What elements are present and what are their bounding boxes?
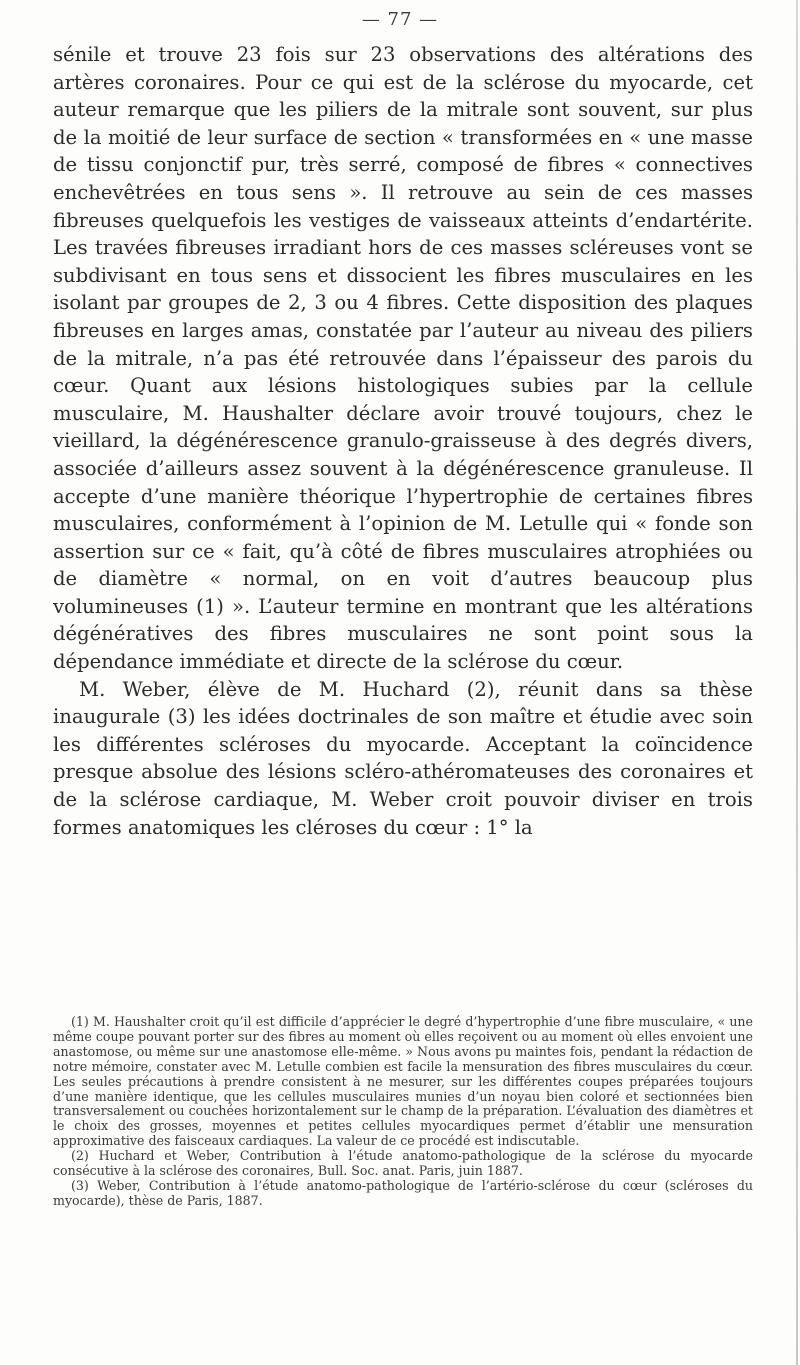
page-number: — 77 — <box>361 9 439 30</box>
footnotes <box>53 1015 753 1209</box>
body-text <box>53 41 753 841</box>
footnote-3: (3) Weber, Contribution à l’étude anatomo-pathologique de l’artério-sclérose du cœur (scléroses du myocarde), thèse de Paris, 1887. <box>53 1177 753 1208</box>
footnote-1: (1) M. Haushalter croit qu’il est difficile d’apprécier le degré d’hypertrophie d’une fibre musculaire, « une même coupe pouvant porter sur des fibres au moment où elles reçoivent ou au moment où elles envoient une anastomose, ou même sur une anastomose elle-même. » Nous avons pu maintes fois, pendant la rédaction de notre mémoire, constater avec M. Letulle combien est facile la mensuration des fibres musculaires du cœur. Les seules précautions à prendre consistent à ne mesurer, sur les différentes coupes préparées toujours d’une manière identique, que les cellules musculaires munies d’un noyau bien coloré et sectionnées bien transversalement ou couchées horizontalement sur le champ de la préparation. L’évaluation des diamètres et le choix des grosses, moyennes et petites cellules myocardiques permet d’établir une mensuration approximative des faisceaux cardiaques. La valeur de ce procédé est indiscutable. <box>53 1014 753 1149</box>
body-paragraph-1: sénile et trouve 23 fois sur 23 observations des altérations des artères coronaires. Pour ce qui est de la sclérose du myocarde, cet auteur remarque que les piliers de la mitrale sont souvent, sur plus de la moitié de leur surface de section « transformées en « une masse de tissu conjonctif pur, très serré, composé de fibres « connectives enchevêtrées en tous sens ». Il retrouve au sein de ces masses fibreuses quelquefois les vestiges de vaisseaux atteints d’endartérite. Les travées fibreuses irradiant hors de ces masses scléreuses vont se subdivisant en tous sens et dissocient les fibres musculaires en les isolant par groupes de 2, 3 ou 4 fibres. Cette disposition des plaques fibreuses en larges amas, constatée par l’auteur au niveau des piliers de la mitrale, n’a pas été retrouvée dans l’épaisseur des parois du cœur. Quant aux lésions histologiques subies par la cellule musculaire, M. Haushalter déclare avoir trouvé toujours, chez le vieillard, la dégénérescence granulo-graisseuse à des degrés divers, associée d’ailleurs assez souvent à la dégénérescence granuleuse. Il accepte d’une manière théorique l’hypertrophie de certaines fibres musculaires, conformément à l’opinion de M. Letulle qui « fonde son assertion sur ce « fait, qu’à côté de fibres musculaires atrophiées ou de diamètre « normal, on en voit d’autres beaucoup plus volumineuses (1) ». L’auteur termine en montrant que les altérations dégénératives des fibres musculaires ne sont point sous la dépendance immédiate et directe de la sclérose du cœur. <box>53 43 753 674</box>
footnote-2: (2) Huchard et Weber, Contribution à l’étude anatomo-pathologique de la sclérose du myocarde consécutive à la sclérose des coronaires, Bull. Soc. anat. Paris, juin 1887. <box>53 1148 753 1179</box>
body-paragraph-2: M. Weber, élève de M. Huchard (2), réunit dans sa thèse inaugurale (3) les idées doctrinales de son maître et étudie avec soin les différentes scléroses du myocarde. Acceptant la coïncidence presque absolue des lésions scléro-athéromateuses des coronaires et de la sclérose cardiaque, M. Weber croit pouvoir diviser en trois formes anatomiques les cléroses du cœur : 1° la <box>53 677 753 839</box>
page-edge-shadow <box>796 0 798 1365</box>
footnote-separator <box>53 1008 753 1009</box>
